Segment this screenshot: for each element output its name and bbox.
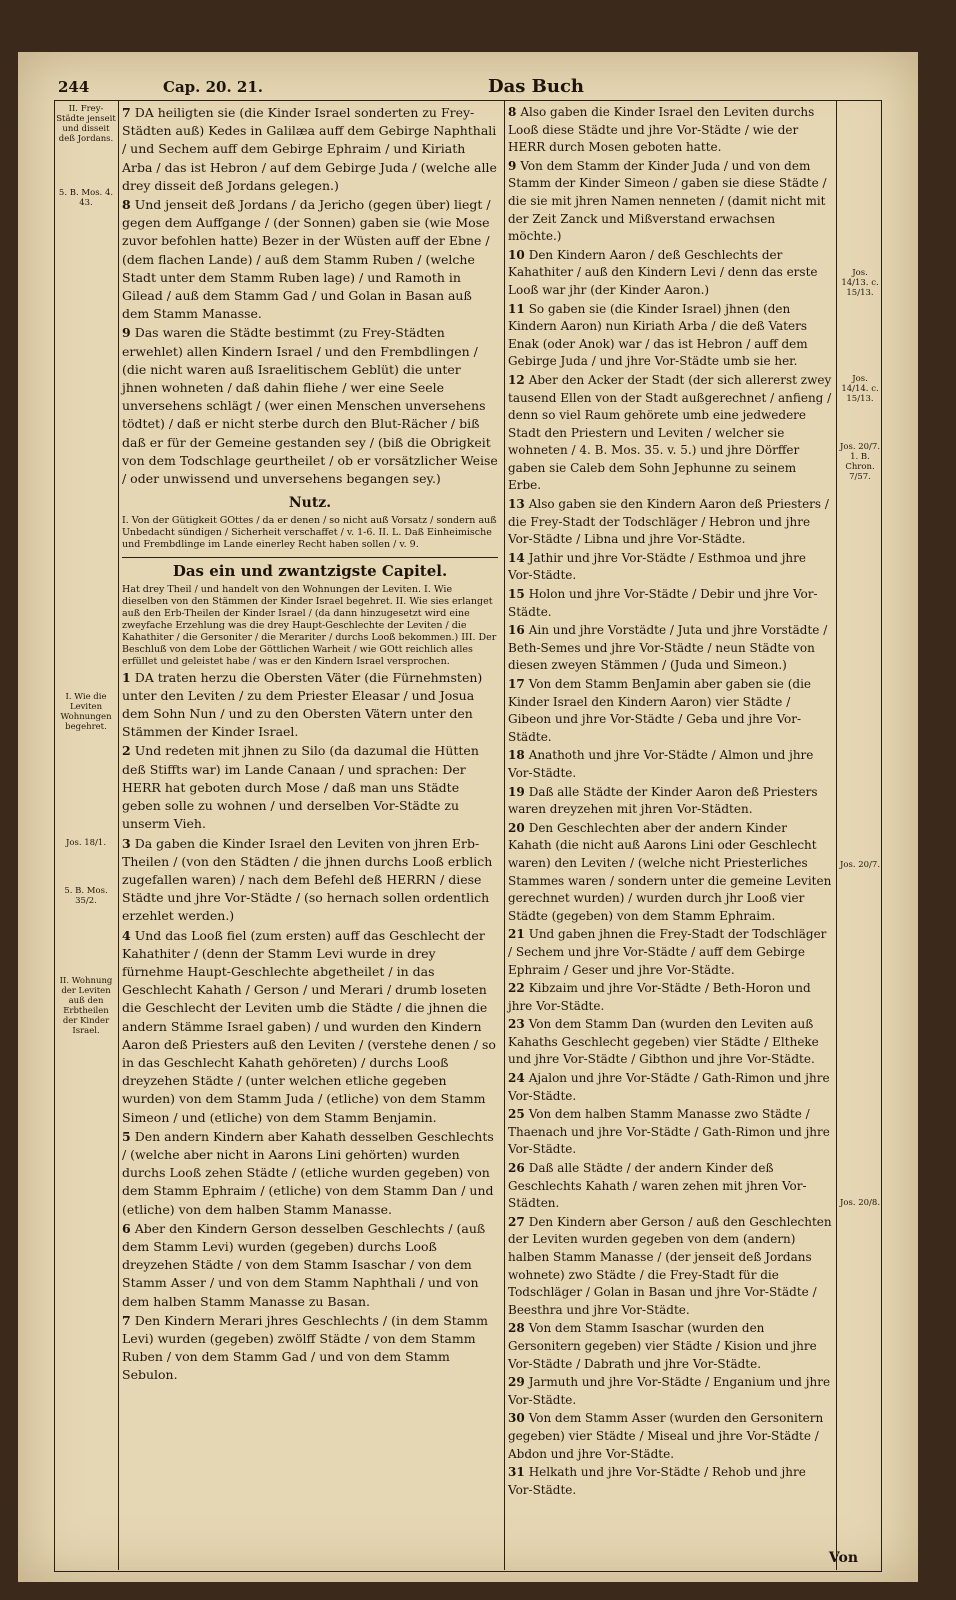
section-rule: [122, 557, 498, 558]
center-column-rule: [504, 100, 505, 1570]
verse: 8 Also gaben die Kinder Israel den Leviten durchs Looß diese Städte und jhre Vor-Städte / wie der HERR durch Mosen geboten hatte.: [508, 105, 815, 155]
margin-note: Jos. 14/14. c. 15/13.: [841, 374, 879, 404]
verse: 20 Den Geschlechten aber der andern Kinder Kahath (die nicht auß Aarons Lini oder Geschlecht waren) den Leviten / (welche nicht Priesterliches Stammes waren / sondern unter die gemeine Leviten gerechnet wurden) / wurden durch jhr Looß vier Städte (gegeben) von dem Stamm Ephraim.: [508, 820, 832, 923]
verse: 24 Ajalon und jhre Vor-Städte / Gath-Rimon und jhre Vor-Städte.: [508, 1071, 830, 1103]
verse: 26 Daß alle Städte / der andern Kinder deß Geschlechts Kahath / waren zehen mit jhren Vor-Städten.: [508, 1161, 807, 1211]
verse: 23 Von dem Stamm Dan (wurden den Leviten auß Kahaths Geschlecht gegeben) vier Städte / Eltheke und jhre Vor-Städte / Gibthon und jhre Vor-Städte.: [508, 1017, 819, 1067]
margin-note: Jos. 20/8.: [839, 1198, 881, 1208]
catchword: Von: [828, 1550, 858, 1566]
verse: 18 Anathoth und jhre Vor-Städte / Almon und jhre Vor-Städte.: [508, 748, 814, 780]
verse: 5 Den andern Kindern aber Kahath desselben Geschlechts / (welche aber nicht in Aarons Lini gehörten) wurden durchs Looß zehen Städte / (etliche wurden gegeben) von dem Stamm Ephraim / (etliche) von dem Stamm Dan / und (etliche) von dem halben Stamm Manasse.: [122, 1128, 494, 1217]
verse: 13 Also gaben sie den Kindern Aaron deß Priesters / die Frey-Stadt der Todschläger / Hebron und jhre Vor-Städte / Libna und jhre Vor-Städte.: [508, 497, 829, 547]
verse: 7 DA heiligten sie (die Kinder Israel sonderten zu Frey-Städten auß) Kedes in Galilæa auff dem Gebirge Naphthali / und Sechem auff dem Gebirge Ephraim / und Kiriath Arba / das ist Hebron / auf dem Gebirge Juda / (welche alle drey disseit deß Jordans gelegen.): [122, 105, 497, 193]
nutz-text: I. Von der Gütigkeit GOttes / da er denen / so nicht auß Vorsatz / sondern auß Unbedacht sündigen / Sicherheit verschaffet / v. 1-6. II. L. Daß Einheimische und Frembdlinge im Lande einerley Recht haben sollen / v. 9.: [122, 515, 497, 551]
left-text-column: [122, 104, 498, 1386]
running-title: Das Buch: [488, 76, 585, 97]
margin-note: I. Wie die Leviten Wohnungen begehret.: [60, 692, 112, 732]
verse: 14 Jathir und jhre Vor-Städte / Esthmoa und jhre Vor-Städte.: [508, 550, 806, 583]
verse: 6 Aber den Kindern Gerson desselben Geschlechts / (auß dem Stamm Levi) wurden (gegeben) durchs Looß dreyzehen Städte / von dem Stamm Isaschar / von dem Stamm Asser / und von dem Stamm Naphthali / und von dem halben Stamm Manasse zu Basan.: [122, 1220, 486, 1309]
verse: 17 Von dem Stamm BenJamin aber gaben sie (die Kinder Israel den Kindern Aaron) vier Städte / Gibeon und jhre Vor-Städte / Geba und jhre Vor-Städte.: [508, 677, 812, 744]
verse: 9 Das waren die Städte bestimmt (zu Frey-Städten erwehlet) allen Kindern Israel / und den Frembdlingen / (die nicht waren auß Israelitischem Geblüt) die unter jhnen wohneten / daß dahin fliehe / wer eine Seele unversehens schlägt / (wer einen Menschen unversehens tödtet) / daß er nicht sterbe durch den Blut-Rächer / biß daß er für der Gemeine gestanden sey / (biß die Obrigkeit von dem Todschlage geurtheilet / ob er vorsätzlicher Weise / oder unwissend und unversehens begangen sey.): [122, 325, 498, 487]
verse: 8 Und jenseit deß Jordans / da Jericho (gegen über) liegt / gegen dem Auffgange / (der Sonnen) gaben sie (wie Mose zuvor befohlen hatte) Bezer in der Wüsten auff der Ebne / (dem flachen Lande) / auß dem Stamm Ruben / (welche Stadt unter dem Stamm Ruben lage) / und Ramoth in Gilead / auß dem Stamm Gad / und Golan in Basan auß dem Stamm Manasse.: [122, 197, 491, 322]
verse: 16 Ain und jhre Vorstädte / Juta und jhre Vorstädte / Beth-Semes und jhre Vor-Städte / neun Städte von diesen zweyen Stämmen / (Juda und Simeon.): [508, 623, 828, 673]
verse: 3 Da gaben die Kinder Israel den Leviten von jhren Erb-Theilen / (von den Städten / die jhnen durchs Looß erblich zugefallen waren) / nach dem Befehl deß HERRN / diese Städte und jhre Vor-Städte / (so hernach sollen ordentlich erzehlet werden.): [122, 835, 493, 924]
chapter-summary: Hat drey Theil / und handelt von den Wohnungen der Leviten. I. Wie dieselben von den Stämmen der Kinder Israel begehret. II. Wie sies erlanget auß den Erb-Theilen der Kinder Israel / (da dann hinzugesetzt wird eine zweyfache Erzehlung was die drey Haupt-Geschlechte der Leviten / die Kahathiter / die Gersoniter / die Merariter / durchs Looß bekommen.) III. Der Beschluß von dem Lobe der Göttlichen Warheit / wie GOtt reichlich alles erfüllet und geleistet habe / was er den Kindern Israel versprochen.: [122, 583, 497, 667]
margin-note: Jos. 20/7.: [839, 860, 881, 870]
verse: 12 Aber den Acker der Stadt (der sich allererst zwey tausend Ellen von der Stadt außgerechnet / anfieng / denn so viel Raum gehörete umb eine jedwedere Stadt den Priestern und Leviten / welcher sie wohneten / 4. B. Mos. 35. v. 5.) und jhre Dörffer gaben sie Caleb dem Sohn Jephunne zu seinem Erbe.: [508, 372, 832, 493]
chapter-title: Das ein und zwantzigste Capitel.: [172, 562, 448, 581]
verse: 4 Und das Looß fiel (zum ersten) auff das Geschlecht der Kahathiter / (denn der Stamm Levi wurde in drey fürnehme Haupt-Geschlechte abgetheilet / in das Geschlecht Kahath / Gerson / und Merari / drumb loseten die Geschlecht der Leviten umb die Städte / die jhnen die andern Stämme Israel gaben) / und wurden den Kindern Aaron deß Priesters auß den Leviten / (verstehe denen / so in das Geschlecht Kahath gehöreten) / durchs Looß dreyzehen Städte / (unter welchen etliche gegeben wurden) von dem Stamm Juda / (etliche) von dem Stamm Simeon / und (etliche) von dem Stamm Benjamin.: [122, 927, 496, 1125]
verse: 30 Von dem Stamm Asser (wurden den Gersonitern gegeben) vier Städte / Miseal und jhre Vor-Städte / Abdon und jhre Vor-Städte.: [508, 1411, 824, 1461]
verse: 9 Von dem Stamm der Kinder Juda / und von dem Stamm der Kinder Simeon / gaben sie diese Städte / die sie mit jhren Namen nenneten / (damit nicht mit der Zeit Zanck und Mißverstand erwachsen möchte.): [508, 158, 827, 244]
verse: 31 Helkath und jhre Vor-Städte / Rehob und jhre Vor-Städte.: [508, 1465, 806, 1497]
margin-note: Jos. 18/1.: [65, 838, 107, 848]
chapter-reference: Cap. 20. 21.: [163, 78, 264, 96]
right-margin-rule: [836, 100, 837, 1570]
verse: 28 Von dem Stamm Isaschar (wurden den Gersonitern gegeben) vier Städte / Kision und jhre Vor-Städte / Dabrath und jhre Vor-Städte.: [508, 1321, 817, 1371]
verse: 2 Und redeten mit jhnen zu Silo (da dazumal die Hütten deß Stiffts war) im Lande Canaan / und sprachen: Der HERR hat geboten durch Mose / daß man uns Städte geben solle zu wohnen / und derselben Vor-Städte zu unserm Vieh.: [122, 743, 479, 832]
verse: 22 Kibzaim und jhre Vor-Städte / Beth-Horon und jhre Vor-Städte.: [508, 981, 811, 1013]
verse: 7 Den Kindern Merari jhres Geschlechts / (in dem Stamm Levi) wurden (gegeben) zwölff Städte / von dem Stamm Ruben / von dem Stamm Gad / und von dem Stamm Sebulon.: [122, 1312, 488, 1383]
margin-note: 5. B. Mos. 35/2.: [64, 886, 108, 906]
verse: 25 Von dem halben Stamm Manasse zwo Städte / Thaenach und jhre Vor-Städte / Gath-Rimon und jhre Vor-Städte.: [508, 1107, 830, 1157]
margin-note: Jos. 20/7. 1. B. Chron. 7/57.: [839, 442, 881, 482]
margin-note: II. Frey-Städte jenseit und disseit deß Jordans.: [56, 104, 116, 144]
verse: 19 Daß alle Städte der Kinder Aaron deß Priesters waren dreyzehen mit jhren Vor-Städten.: [508, 784, 818, 817]
left-margin-rule: [118, 100, 119, 1570]
verse: 27 Den Kindern aber Gerson / auß den Geschlechten der Leviten wurden gegeben von dem (andern) halben Stamm Manasse / (der jenseit deß Jordans wohnete) zwo Städte / die Frey-Stadt für die Todschläger / Golan in Basan und jhre Vor-Städte / Beesthra und jhre Vor-Städte.: [508, 1214, 832, 1317]
verse: 21 Und gaben jhnen die Frey-Stadt der Todschläger / Sechem und jhre Vor-Städte / auff dem Gebirge Ephraim / Geser und jhre Vor-Städte.: [508, 927, 827, 977]
page-header: [18, 74, 918, 100]
verse: 1 DA traten herzu die Obersten Väter (die Fürnehmsten) unter den Leviten / zu dem Priester Eleasar / und Josua dem Sohn Nun / und zu den Obersten Vätern unter den Stämmen der Kinder Israel.: [122, 669, 483, 740]
margin-note: Jos. 14/13. c. 15/13.: [841, 268, 879, 298]
verse: 15 Holon und jhre Vor-Städte / Debir und jhre Vor-Städte.: [508, 587, 818, 619]
book-page: [18, 52, 918, 1582]
margin-note: II. Wohnung der Leviten auß den Erbtheilen der Kinder Israel.: [59, 976, 113, 1036]
margin-note: 5. B. Mos. 4. 43.: [58, 188, 114, 208]
verse: 11 So gaben sie (die Kinder Israel) jhnen (den Kindern Aaron) nun Kiriath Arba / die deß Vaters Enak (oder Anok) war / das ist Hebron / auff dem Gebirge Juda / und jhre Vor-Städte umb sie her.: [508, 301, 808, 369]
right-text-column: [508, 104, 832, 1500]
verse: 29 Jarmuth und jhre Vor-Städte / Enganium und jhre Vor-Städte.: [508, 1375, 831, 1407]
page-number: 244: [58, 78, 90, 96]
verse: 10 Den Kindern Aaron / deß Geschlechts der Kahathiter / auß den Kindern Levi / denn das erste Looß war jhr (der Kinder Aaron.): [508, 247, 818, 297]
nutz-heading: Nutz.: [288, 495, 332, 512]
